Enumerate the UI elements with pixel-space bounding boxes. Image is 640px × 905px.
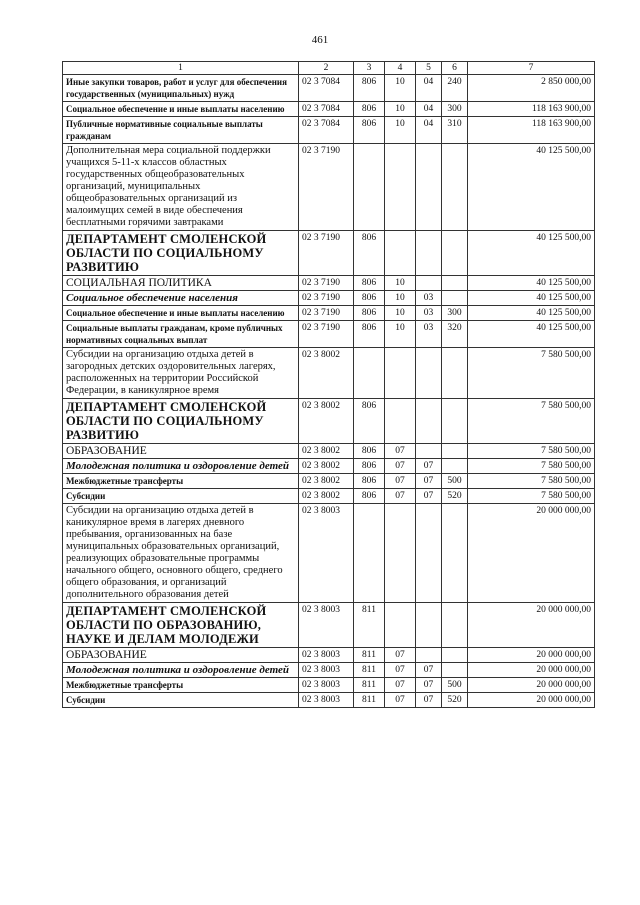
target-article-cell: 02 3 8002 [299, 489, 354, 504]
target-article-cell: 02 3 8003 [299, 693, 354, 708]
header-cell-2: 2 [299, 62, 354, 75]
section-code-cell: 10 [385, 75, 416, 102]
row-name-cell: Социальное обеспечение и иные выплаты населению [63, 102, 299, 117]
section-code-cell: 07 [385, 693, 416, 708]
row-name-cell: Межбюджетные трансферты [63, 678, 299, 693]
expense-type-cell [442, 231, 468, 276]
expense-type-cell: 320 [442, 321, 468, 348]
department-code-cell: 811 [354, 648, 385, 663]
section-code-cell: 10 [385, 306, 416, 321]
department-code-cell: 811 [354, 663, 385, 678]
department-code-cell [354, 504, 385, 603]
subsection-code-cell: 07 [416, 459, 442, 474]
expense-type-cell: 300 [442, 306, 468, 321]
page-number: 461 [311, 34, 329, 46]
department-code-cell: 811 [354, 693, 385, 708]
table-row [63, 489, 595, 504]
header-cell-6: 6 [442, 62, 468, 75]
amount-cell: 118 163 900,00 [468, 117, 595, 144]
expense-type-cell: 310 [442, 117, 468, 144]
table-row [63, 102, 595, 117]
table-row [63, 678, 595, 693]
amount-cell: 20 000 000,00 [468, 603, 595, 648]
expense-type-cell [442, 663, 468, 678]
table-row [63, 321, 595, 348]
section-code-cell [385, 504, 416, 603]
department-code-cell: 806 [354, 276, 385, 291]
amount-cell: 7 580 500,00 [468, 399, 595, 444]
department-code-cell: 811 [354, 678, 385, 693]
amount-cell: 7 580 500,00 [468, 348, 595, 399]
subsection-code-cell [416, 648, 442, 663]
subsection-code-cell [416, 444, 442, 459]
amount-cell: 118 163 900,00 [468, 102, 595, 117]
section-code-cell: 10 [385, 102, 416, 117]
target-article-cell: 02 3 8002 [299, 459, 354, 474]
table-row [63, 474, 595, 489]
row-name-cell: Молодежная политика и оздоровление детей [63, 459, 299, 474]
department-code-cell: 806 [354, 102, 385, 117]
department-code-cell: 806 [354, 117, 385, 144]
amount-cell: 7 580 500,00 [468, 489, 595, 504]
header-cell-4: 4 [385, 62, 416, 75]
row-name-cell: Социальные выплаты гражданам, кроме публичных нормативных социальных выплат [63, 321, 299, 348]
amount-cell: 40 125 500,00 [468, 291, 595, 306]
table-row [63, 117, 595, 144]
table-row [63, 75, 595, 102]
target-article-cell: 02 3 8003 [299, 663, 354, 678]
subsection-code-cell: 04 [416, 75, 442, 102]
row-name-cell: Публичные нормативные социальные выплаты гражданам [63, 117, 299, 144]
department-code-cell: 806 [354, 444, 385, 459]
subsection-code-cell [416, 348, 442, 399]
table-body [63, 62, 595, 708]
row-name-cell: ОБРАЗОВАНИЕ [63, 648, 299, 663]
target-article-cell: 02 3 8003 [299, 603, 354, 648]
expense-type-cell [442, 603, 468, 648]
amount-cell: 40 125 500,00 [468, 231, 595, 276]
expense-type-cell [442, 291, 468, 306]
subsection-code-cell [416, 144, 442, 231]
row-name-cell: Иные закупки товаров, работ и услуг для обеспечения государственных (муниципальных) нужд [63, 75, 299, 102]
row-name-cell: Молодежная политика и оздоровление детей [63, 663, 299, 678]
amount-cell: 7 580 500,00 [468, 459, 595, 474]
row-name-cell: Субсидии на организацию отдыха детей в загородных детских оздоровительных лагерях, расположенных на территории Российской Федерации, в каникулярное время [63, 348, 299, 399]
table-row [63, 693, 595, 708]
department-code-cell: 806 [354, 231, 385, 276]
department-code-cell: 806 [354, 321, 385, 348]
target-article-cell: 02 3 8003 [299, 648, 354, 663]
department-code-cell: 806 [354, 399, 385, 444]
subsection-code-cell [416, 603, 442, 648]
subsection-code-cell: 03 [416, 321, 442, 348]
amount-cell: 40 125 500,00 [468, 306, 595, 321]
amount-cell: 20 000 000,00 [468, 504, 595, 603]
department-code-cell [354, 144, 385, 231]
amount-cell: 40 125 500,00 [468, 276, 595, 291]
section-code-cell: 07 [385, 459, 416, 474]
row-name-cell: Субсидии на организацию отдыха детей в каникулярное время в лагерях дневного пребывания, организованных на базе муниципальных образовательных организаций, реализующих образовательные программы начального общего, основного общего, среднего общего образования, и организаций дополнительного образования детей [63, 504, 299, 603]
row-name-cell: Субсидии [63, 693, 299, 708]
subsection-code-cell: 04 [416, 117, 442, 144]
expense-type-cell: 500 [442, 474, 468, 489]
header-cell-7: 7 [468, 62, 595, 75]
row-name-cell: Социальное обеспечение и иные выплаты населению [63, 306, 299, 321]
section-code-cell [385, 144, 416, 231]
department-code-cell: 806 [354, 291, 385, 306]
amount-cell: 7 580 500,00 [468, 474, 595, 489]
section-code-cell [385, 348, 416, 399]
section-code-cell: 10 [385, 321, 416, 348]
row-name-cell: Дополнительная мера социальной поддержки учащихся 5-11-х классов областных государственных общеобразовательных организаций, муниципальных общеобразовательных организаций из малоимущих семей в виде обеспечения бесплатными горячими завтраками [63, 144, 299, 231]
section-code-cell [385, 603, 416, 648]
row-name-cell: ДЕПАРТАМЕНТ СМОЛЕНСКОЙ ОБЛАСТИ ПО СОЦИАЛЬНОМУ РАЗВИТИЮ [63, 399, 299, 444]
row-name-cell: Межбюджетные трансферты [63, 474, 299, 489]
table-row [63, 348, 595, 399]
table-row [63, 144, 595, 231]
section-code-cell: 07 [385, 663, 416, 678]
subsection-code-cell [416, 504, 442, 603]
header-cell-1: 1 [63, 62, 299, 75]
target-article-cell: 02 3 7190 [299, 144, 354, 231]
table-header-row [63, 62, 595, 75]
amount-cell: 40 125 500,00 [468, 144, 595, 231]
department-code-cell: 806 [354, 306, 385, 321]
section-code-cell [385, 231, 416, 276]
subsection-code-cell: 07 [416, 474, 442, 489]
department-code-cell: 806 [354, 474, 385, 489]
target-article-cell: 02 3 8002 [299, 399, 354, 444]
expense-type-cell [442, 276, 468, 291]
subsection-code-cell: 07 [416, 489, 442, 504]
expense-type-cell [442, 399, 468, 444]
target-article-cell: 02 3 7084 [299, 102, 354, 117]
row-name-cell: Субсидии [63, 489, 299, 504]
header-cell-5: 5 [416, 62, 442, 75]
subsection-code-cell: 07 [416, 663, 442, 678]
amount-cell: 20 000 000,00 [468, 693, 595, 708]
subsection-code-cell: 07 [416, 678, 442, 693]
section-code-cell [385, 399, 416, 444]
row-name-cell: ДЕПАРТАМЕНТ СМОЛЕНСКОЙ ОБЛАСТИ ПО ОБРАЗОВАНИЮ, НАУКЕ И ДЕЛАМ МОЛОДЕЖИ [63, 603, 299, 648]
expense-type-cell: 300 [442, 102, 468, 117]
section-code-cell: 10 [385, 291, 416, 306]
amount-cell: 2 850 000,00 [468, 75, 595, 102]
target-article-cell: 02 3 7084 [299, 117, 354, 144]
table-row [63, 399, 595, 444]
department-code-cell: 806 [354, 75, 385, 102]
row-name-cell: СОЦИАЛЬНАЯ ПОЛИТИКА [63, 276, 299, 291]
target-article-cell: 02 3 7190 [299, 306, 354, 321]
section-code-cell: 07 [385, 444, 416, 459]
subsection-code-cell [416, 399, 442, 444]
section-code-cell: 10 [385, 117, 416, 144]
target-article-cell: 02 3 7190 [299, 276, 354, 291]
subsection-code-cell: 03 [416, 291, 442, 306]
department-code-cell: 811 [354, 603, 385, 648]
target-article-cell: 02 3 8002 [299, 348, 354, 399]
subsection-code-cell [416, 231, 442, 276]
table-row [63, 306, 595, 321]
target-article-cell: 02 3 7190 [299, 321, 354, 348]
expense-type-cell: 500 [442, 678, 468, 693]
section-code-cell: 07 [385, 648, 416, 663]
amount-cell: 20 000 000,00 [468, 663, 595, 678]
expense-type-cell: 520 [442, 693, 468, 708]
target-article-cell: 02 3 7190 [299, 291, 354, 306]
table-row [63, 276, 595, 291]
table-row [63, 459, 595, 474]
table-row [63, 648, 595, 663]
section-code-cell: 10 [385, 276, 416, 291]
target-article-cell: 02 3 8002 [299, 444, 354, 459]
target-article-cell: 02 3 8002 [299, 474, 354, 489]
subsection-code-cell: 04 [416, 102, 442, 117]
section-code-cell: 07 [385, 474, 416, 489]
expense-type-cell [442, 504, 468, 603]
table-row [63, 231, 595, 276]
table-row [63, 603, 595, 648]
table-row [63, 291, 595, 306]
department-code-cell: 806 [354, 489, 385, 504]
row-name-cell: ДЕПАРТАМЕНТ СМОЛЕНСКОЙ ОБЛАСТИ ПО СОЦИАЛЬНОМУ РАЗВИТИЮ [63, 231, 299, 276]
subsection-code-cell: 03 [416, 306, 442, 321]
target-article-cell: 02 3 8003 [299, 504, 354, 603]
section-code-cell: 07 [385, 489, 416, 504]
department-code-cell: 806 [354, 459, 385, 474]
amount-cell: 20 000 000,00 [468, 648, 595, 663]
table-row [63, 444, 595, 459]
expense-type-cell: 520 [442, 489, 468, 504]
subsection-code-cell [416, 276, 442, 291]
header-cell-3: 3 [354, 62, 385, 75]
expense-type-cell [442, 444, 468, 459]
amount-cell: 7 580 500,00 [468, 444, 595, 459]
amount-cell: 20 000 000,00 [468, 678, 595, 693]
target-article-cell: 02 3 8003 [299, 678, 354, 693]
expense-type-cell: 240 [442, 75, 468, 102]
amount-cell: 40 125 500,00 [468, 321, 595, 348]
target-article-cell: 02 3 7190 [299, 231, 354, 276]
budget-table [62, 61, 595, 708]
row-name-cell: Социальное обеспечение населения [63, 291, 299, 306]
expense-type-cell [442, 648, 468, 663]
expense-type-cell [442, 459, 468, 474]
row-name-cell: ОБРАЗОВАНИЕ [63, 444, 299, 459]
expense-type-cell [442, 348, 468, 399]
section-code-cell: 07 [385, 678, 416, 693]
subsection-code-cell: 07 [416, 693, 442, 708]
target-article-cell: 02 3 7084 [299, 75, 354, 102]
department-code-cell [354, 348, 385, 399]
expense-type-cell [442, 144, 468, 231]
table-row [63, 663, 595, 678]
table-row [63, 504, 595, 603]
